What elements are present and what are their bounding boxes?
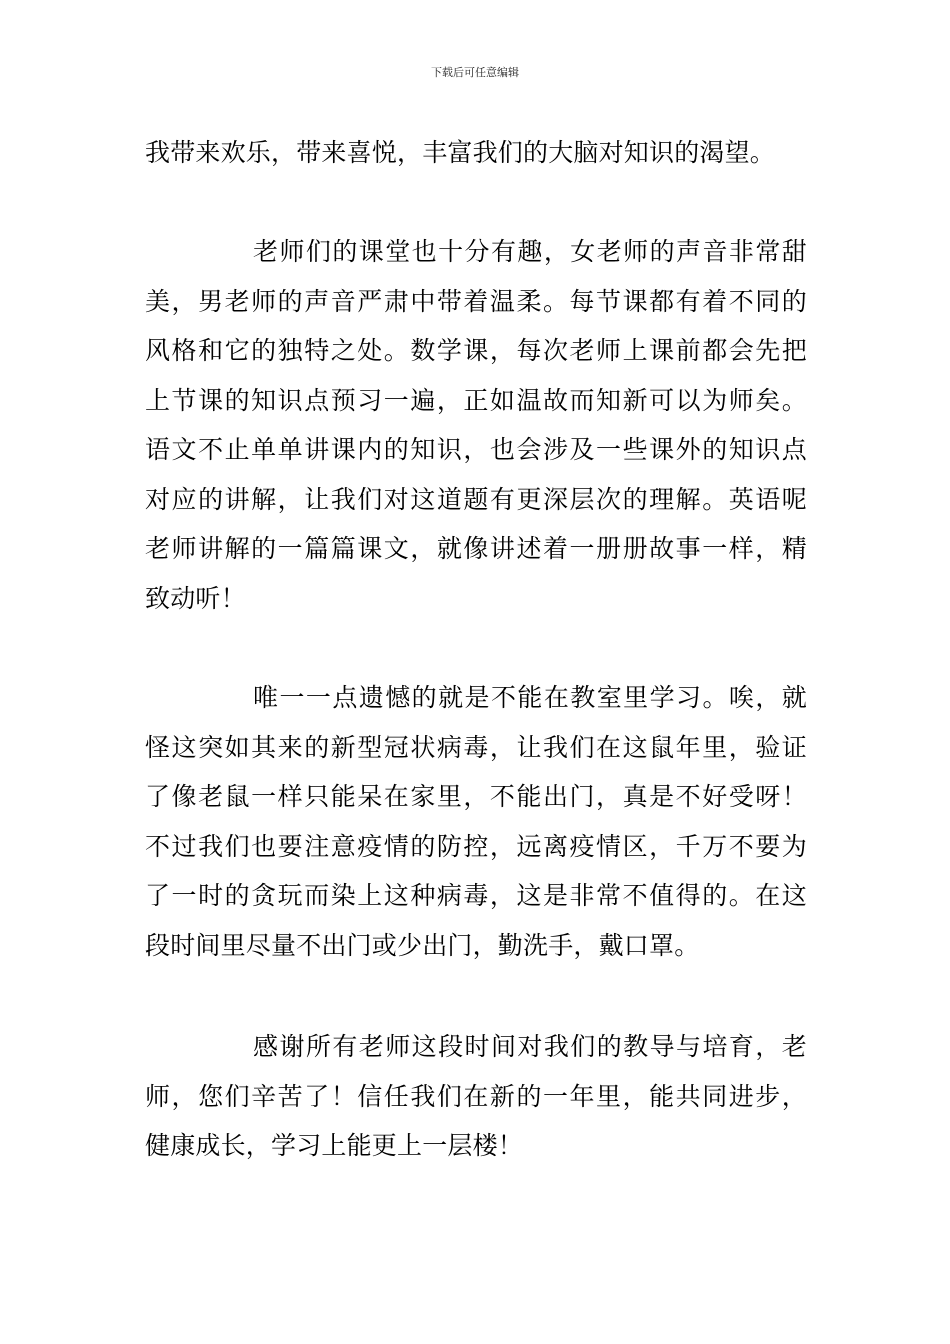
paragraph-line: 了像老鼠一样只能呆在家里，不能出门，真是不好受呀！ — [145, 782, 807, 811]
paragraph-line: 不过我们也要注意疫情的防控，远离疫情区，千万不要为 — [145, 831, 807, 861]
paragraph-2 — [145, 227, 807, 623]
paragraph-line: 语文不止单单讲课内的知识，也会涉及一些课外的知识点 — [145, 435, 807, 464]
paragraph-line: 上节课的知识点预习一遍，正如温故而知新可以为师矣。 — [145, 385, 807, 415]
paragraph-line: 唯一一点遗憾的就是不能在教室里学习。唉，就 — [253, 683, 807, 712]
paragraph-line: 段时间里尽量不出门或少出门，勤洗手，戴口罩。 — [145, 930, 700, 960]
paragraph-line: 美，男老师的声音严肃中带着温柔。每节课都有着不同的 — [145, 286, 807, 316]
paragraph-1 — [145, 128, 807, 178]
paragraph-line: 风格和它的独特之处。数学课，每次老师上课前都会先把 — [145, 336, 807, 365]
paragraph-line: 感谢所有老师这段时间对我们的教导与培育，老 — [253, 1032, 807, 1061]
paragraph-line: 我带来欢乐，带来喜悦，丰富我们的大脑对知识的渴望。 — [145, 138, 776, 167]
paragraph-line: 了一时的贪玩而染上这种病毒，这是非常不值得的。在这 — [145, 881, 807, 910]
paragraph-line: 怪这突如其来的新型冠状病毒，让我们在这鼠年里，验证 — [145, 732, 807, 762]
paragraph-4 — [145, 1022, 807, 1171]
page-header: 下载后可任意编辑 — [431, 66, 519, 79]
paragraph-line: 对应的讲解，让我们对这道题有更深层次的理解。英语呢 — [145, 484, 807, 514]
paragraph-line: 老师们的课堂也十分有趣，女老师的声音非常甜 — [253, 237, 807, 266]
paragraph-line: 师，您们辛苦了！信任我们在新的一年里，能共同进步， — [145, 1081, 807, 1111]
paragraph-3 — [145, 673, 807, 970]
paragraph-line: 老师讲解的一篇篇课文，就像讲述着一册册故事一样，精 — [145, 534, 807, 563]
paragraph-line: 健康成长，学习上能更上一层楼！ — [145, 1131, 524, 1160]
paragraph-line: 致动听！ — [145, 583, 246, 613]
